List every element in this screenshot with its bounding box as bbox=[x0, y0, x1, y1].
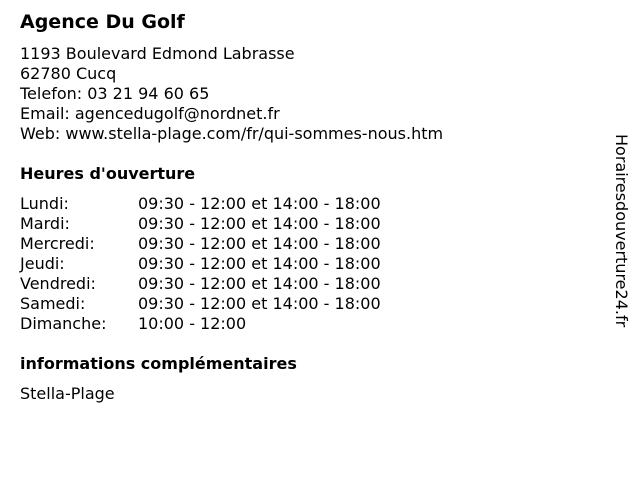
brand-watermark: Horairesdouverture24.fr bbox=[612, 134, 631, 328]
time-value: 09:30 - 12:00 et 14:00 - 18:00 bbox=[138, 194, 381, 213]
hours-table bbox=[20, 194, 381, 334]
day-label: Samedi: bbox=[20, 294, 86, 313]
day-label: Mercredi: bbox=[20, 234, 95, 253]
time-value: 09:30 - 12:00 et 14:00 - 18:00 bbox=[138, 214, 381, 233]
day-label: Jeudi: bbox=[20, 254, 65, 273]
time-value: 09:30 - 12:00 et 14:00 - 18:00 bbox=[138, 294, 381, 313]
hours-heading: Heures d'ouverture bbox=[20, 164, 196, 183]
time-value: 09:30 - 12:00 et 14:00 - 18:00 bbox=[138, 274, 381, 293]
hours-row-friday bbox=[20, 274, 381, 294]
day-label: Vendredi: bbox=[20, 274, 96, 293]
hours-row-thursday bbox=[20, 254, 381, 274]
business-name: Agence Du Golf bbox=[20, 11, 185, 33]
postal-city: 62780 Cucq bbox=[20, 64, 117, 83]
email-line: Email: agencedugolf@nordnet.fr bbox=[20, 104, 280, 123]
info-text: Stella-Plage bbox=[20, 384, 115, 403]
phone-line: Telefon: 03 21 94 60 65 bbox=[20, 84, 210, 103]
contact-block bbox=[20, 44, 443, 144]
hours-row-wednesday bbox=[20, 234, 381, 254]
hours-row-sunday bbox=[20, 314, 381, 334]
time-value: 10:00 - 12:00 bbox=[138, 314, 247, 333]
brand-watermark-container bbox=[611, 134, 633, 374]
time-value: 09:30 - 12:00 et 14:00 - 18:00 bbox=[138, 254, 381, 273]
address-line: 1193 Boulevard Edmond Labrasse bbox=[20, 44, 295, 63]
web-line: Web: www.stella-plage.com/fr/qui-sommes-nous.htm bbox=[20, 124, 444, 143]
info-heading: informations complémentaires bbox=[20, 354, 297, 373]
day-label: Lundi: bbox=[20, 194, 69, 213]
hours-row-saturday bbox=[20, 294, 381, 314]
hours-row-monday bbox=[20, 194, 381, 214]
day-label: Dimanche: bbox=[20, 314, 107, 333]
hours-row-tuesday bbox=[20, 214, 381, 234]
time-value: 09:30 - 12:00 et 14:00 - 18:00 bbox=[138, 234, 381, 253]
day-label: Mardi: bbox=[20, 214, 70, 233]
